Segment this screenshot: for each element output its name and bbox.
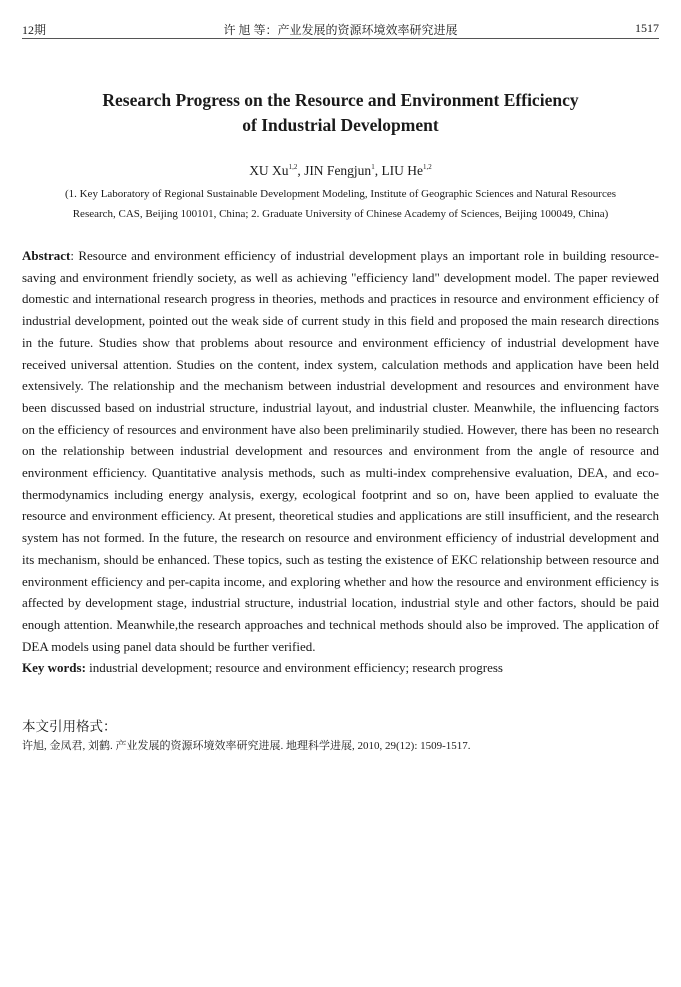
abstract [22, 245, 659, 679]
abstract-body [22, 245, 659, 657]
paper-title [22, 88, 659, 138]
citation-block [22, 717, 659, 755]
title-line-1: Research Progress on the Resource and Environment Efficiency [102, 90, 579, 110]
affiliation-line-1: (1. Key Laboratory of Regional Sustainable Development Modeling, Institute of Geographic Sciences and Natural Resources [64, 188, 617, 200]
citation-reference: 许旭, 金凤君, 刘鹤. 产业发展的资源环境效率研究进展. 地理科学进展, 2010, 29(12): 1509-1517. [22, 740, 471, 752]
issue-number: 12期 [22, 23, 47, 37]
keywords [22, 657, 659, 679]
running-header [22, 18, 659, 39]
citation-heading: 本文引用格式： [22, 719, 117, 734]
author-2-name: JIN Fengjun [304, 163, 372, 178]
running-title: 许 旭 等：产业发展的资源环境效率研究进展 [223, 23, 458, 37]
author-1-name: XU Xu [249, 163, 289, 178]
author-3-name: LIU He [381, 163, 424, 178]
title-line-2: of Industrial Development [242, 115, 439, 135]
affiliations [30, 184, 651, 224]
author-2-affil: 1 [371, 163, 375, 171]
author-3-affil: 1,2 [423, 163, 432, 171]
keywords-text: industrial development; resource and environment efficiency; research progress [85, 660, 503, 676]
affiliation-line-2: Research, CAS, Beijing 100101, China; 2. Graduate University of Chinese Academy of Sciences, Beijing 100049, China) [72, 208, 609, 220]
abstract-text: : Resource and environment efficiency of industrial development plays an important role in building resource-saving and environment friendly society, as well as achieving "efficiency land" development model. The paper reviewed domestic and international research progress in theories, methods and practices in resource and environment efficiency of industrial development, pointed out the weak side of current study in this field and proposed the main research directions in the future. Studies show that problems about resource and environment efficiency of industrial development have received universal attention. Studies on the content, index system, calculation methods and application have been held extensively. The relationship and the mechanism between industrial development and resources and environment have been discussed based on industrial structure, industrial layout, and industrial cluster. Meanwhile, the influencing factors on the efficiency of resources and environment have also been preliminarily studied. However, there has been no research on the relationship between industrial development and resources and environment from the angle of resource and environment efficiency. Quantitative analysis methods, such as multi-index comprehensive evaluation, DEA, and eco-thermodynamics including energy analysis, exergy, ecological footprint and so on, have been applied to evaluate the resource and environment efficiency. At present, theoretical studies and applications are still insufficient, and the research system has not formed. In the future, the research on resource and environment efficiency of industrial development and its mechanism, should be enhanced. These topics, such as testing the existence of EKC relationship between resource and environment efficiency and per-capita income, and exploring whether and how the resource and environment efficiency is affected by development stage, industrial structure, industrial location, industrial style and other factors, should be paid enough attention. Meanwhile,the research approaches and technical methods should also be improved. The application of DEA models using panel data should be further verified. [22, 248, 659, 654]
author-list: XU Xu$^{1,2}$, JIN Fengjun$^1$, LIU He$^{1,2}$ [249, 163, 432, 178]
abstract-label: Abstract [22, 248, 71, 263]
author-1-affil: 1,2 [288, 163, 298, 171]
keywords-label: Key words: [22, 660, 86, 676]
page-number: 1517 [635, 21, 659, 35]
